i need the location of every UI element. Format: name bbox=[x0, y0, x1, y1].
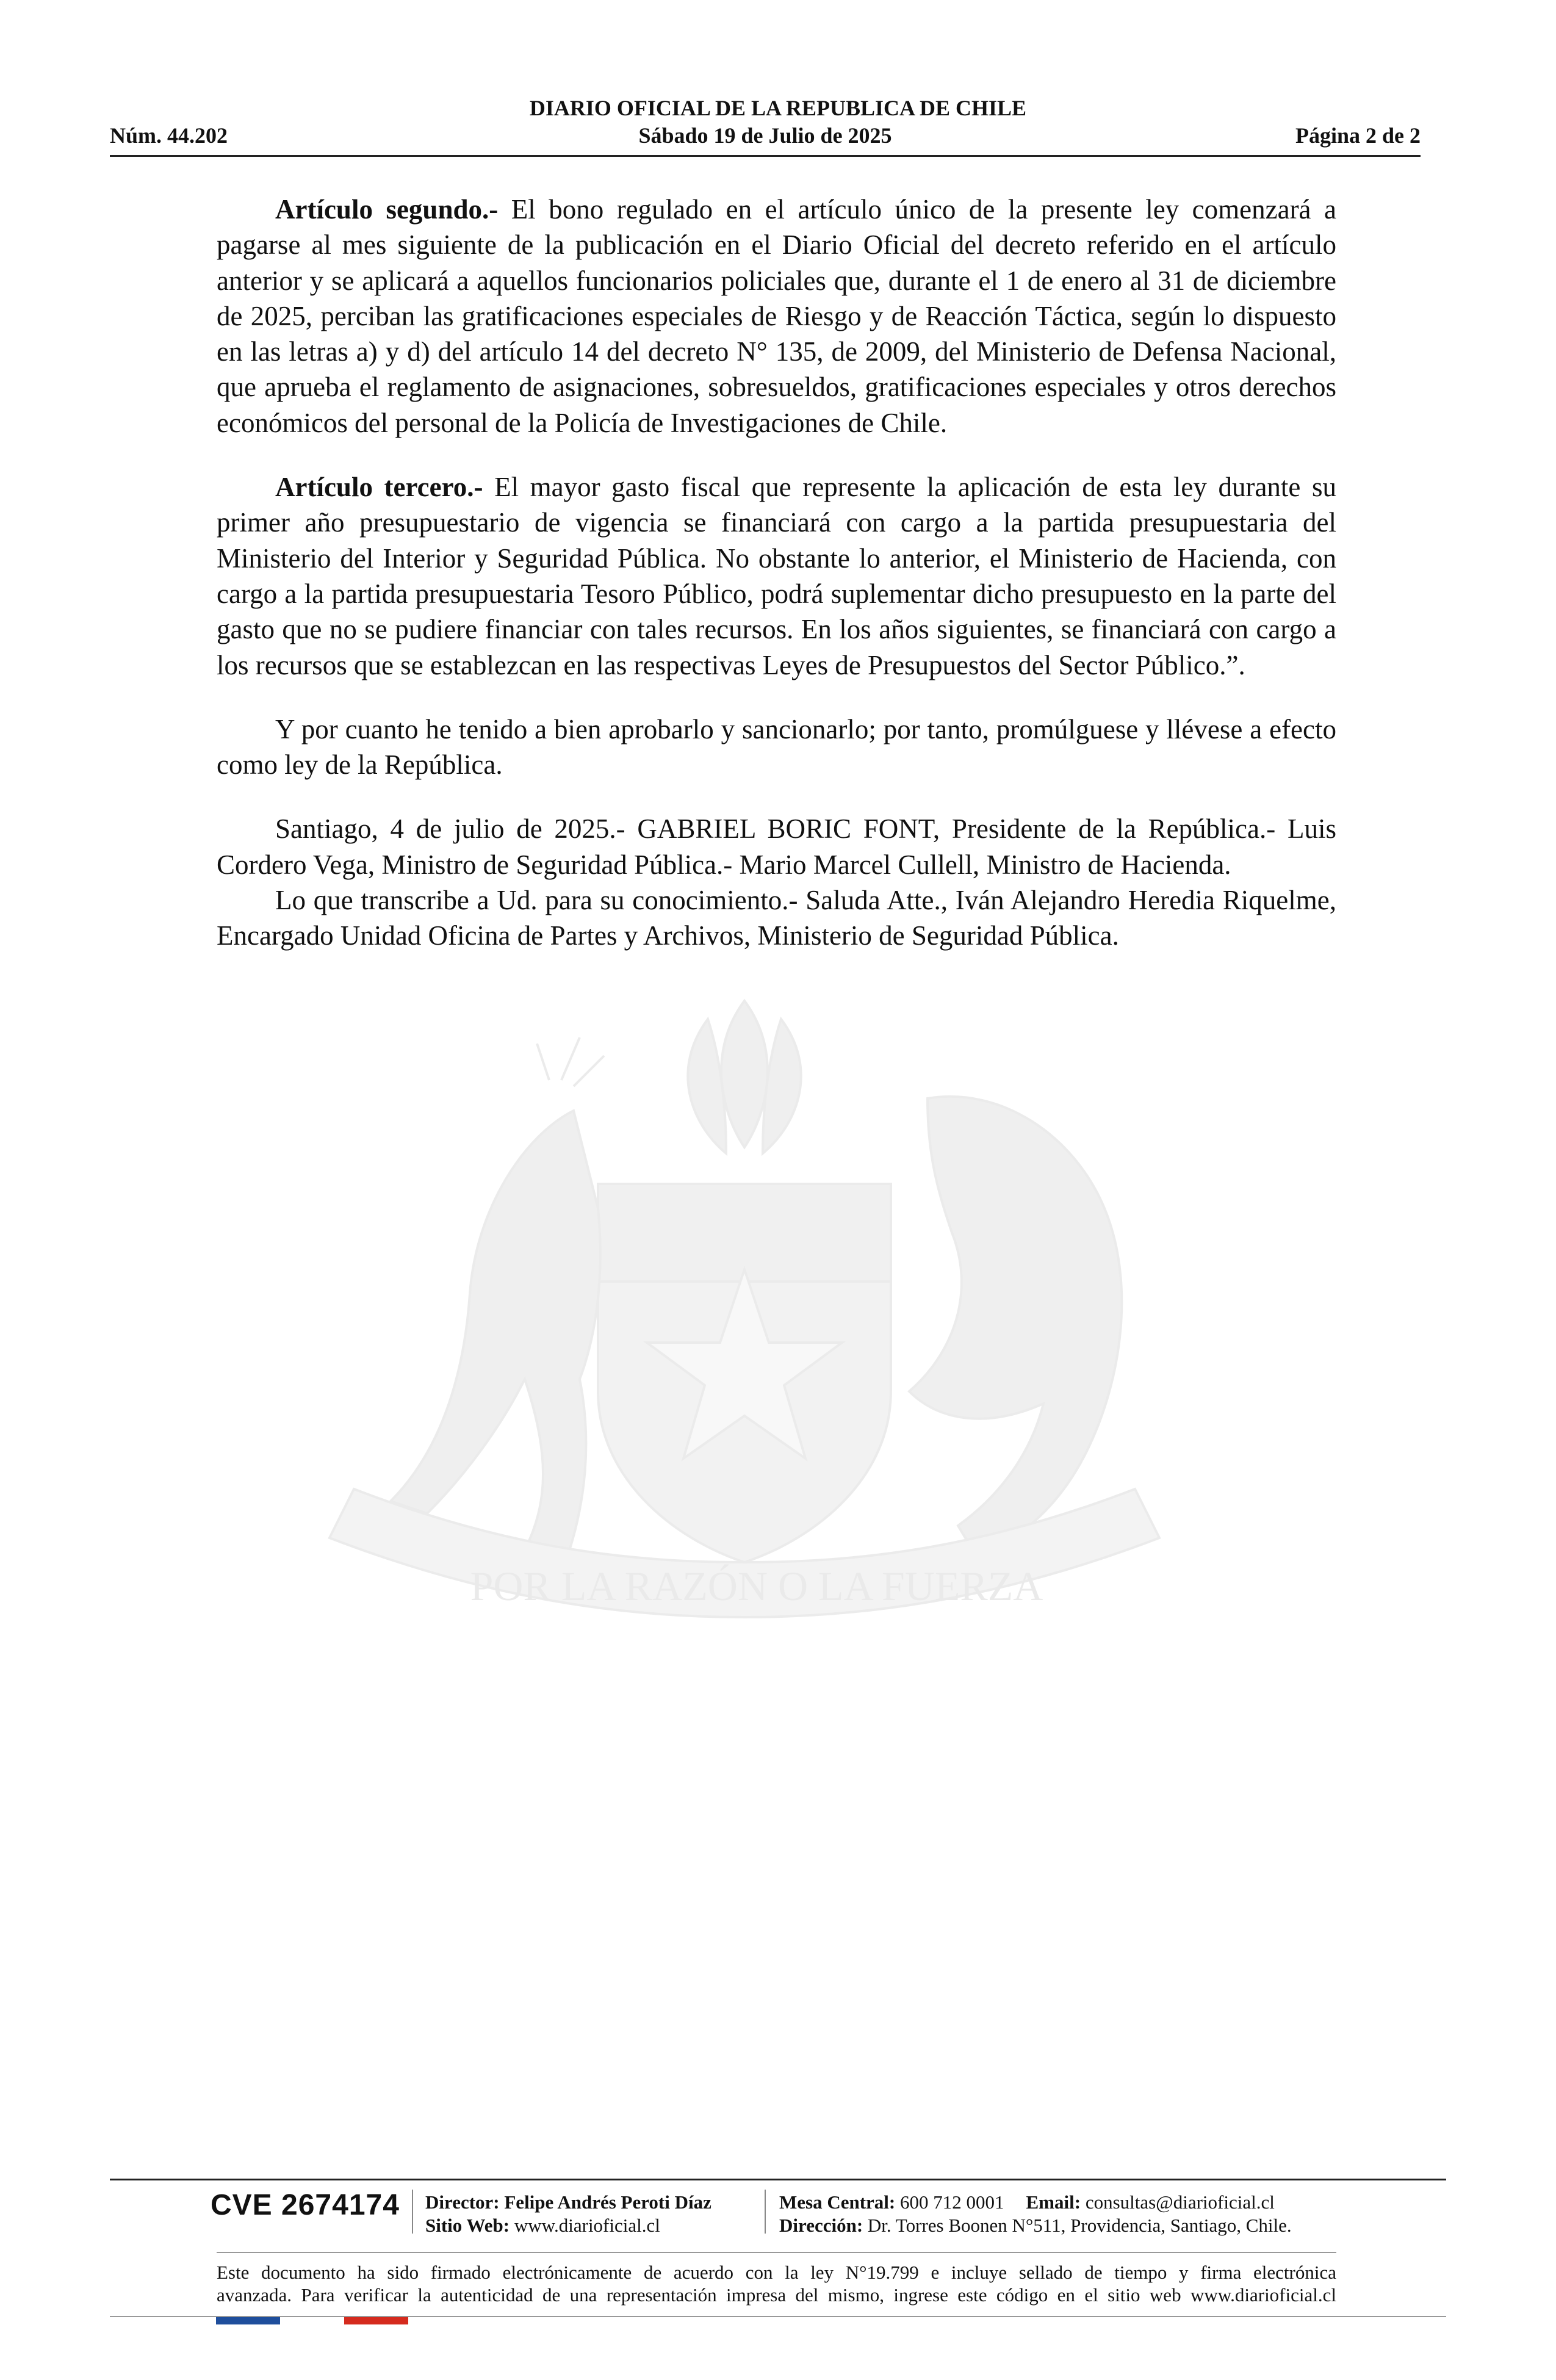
footer-separator bbox=[765, 2190, 766, 2234]
footer-separator bbox=[412, 2190, 413, 2234]
transcription-paragraph: Lo que transcribe a Ud. para su conocimiento.- Saluda Atte., Iván Alejandro Heredia Riquelme, Encargado Unidad Oficina de Partes y Archivos, Ministerio de Seguridad Pública. bbox=[217, 885, 1336, 951]
email-label: Email: bbox=[1026, 2191, 1081, 2213]
issue-date: Sábado 19 de Julio de 2025 bbox=[638, 123, 892, 148]
promulgation-paragraph: Y por cuanto he tenido a bien aprobarlo y sancionarlo; por tanto, promúlguese y llévese a efecto como ley de la República. bbox=[217, 713, 1336, 781]
article-second bbox=[217, 192, 1336, 441]
header-divider bbox=[110, 155, 1421, 157]
mesa-label: Mesa Central: bbox=[779, 2191, 896, 2213]
flag-blue-segment bbox=[216, 2317, 280, 2324]
footer-contact-right bbox=[779, 2191, 1292, 2237]
flag-color-strip bbox=[216, 2317, 408, 2324]
footer-divider-top bbox=[110, 2179, 1446, 2180]
article-second-text: El bono regulado en el artículo único de la presente ley comenzará a pagarse al mes siguiente de la publicación en el Diario Oficial del decreto referido en el artículo anterior y se aplicará a aquellos funcionarios policiales que, durante el 1 de enero al 31 de diciembre de 2025, perciban las gratificaciones especiales de Riesgo y de Reacción Táctica, según lo dispuesto en las letras a) y d) del artículo 14 del decreto N° 135, de 2009, del Ministerio de Defensa Nacional, que aprueba el reglamento de asignaciones, sobresueldos, gratificaciones especiales y otros derechos económicos del personal de la Policía de Investigaciones de Chile. bbox=[217, 194, 1336, 438]
article-third-text: El mayor gasto fiscal que represente la aplicación de esta ley durante su primer año presupuestario de vigencia se financiará con cargo a la partida presupuestaria del Ministerio del Interior y Seguridad Pública. No obstante lo anterior, el Ministerio de Hacienda, con cargo a la partida presupuestaria Tesoro Público, podrá suplementar dicho presupuesto en la parte del gasto que no se pudiere financiar con tales recursos. En los años siguientes, se financiará con cargo a los recursos que se establezcan en las respectivas Leyes de Presupuestos del Sector Público.”. bbox=[217, 472, 1336, 680]
watermark-motto: POR LA RAZÓN O LA FUERZA bbox=[470, 1563, 1043, 1609]
address-label: Dirección: bbox=[779, 2215, 863, 2236]
signatures-paragraph: Santiago, 4 de julio de 2025.- GABRIEL BORIC FONT, Presidente de la República.- Luis Cordero Vega, Ministro de Seguridad Pública.- Mario Marcel Cullell, Ministro de Hacienda. bbox=[217, 813, 1336, 880]
cve-code: CVE 2674174 bbox=[211, 2189, 400, 2221]
newspaper-title: DIARIO OFICIAL DE LA REPUBLICA DE CHILE bbox=[529, 96, 1027, 120]
legal-notice-line-2: avanzada. Para verificar la autenticidad de una representación impresa del mismo, ingrese este código en el sitio web www.diarioficial.cl bbox=[217, 2284, 1336, 2306]
mesa-value: 600 712 0001 bbox=[895, 2191, 1004, 2213]
flag-red-segment bbox=[344, 2317, 408, 2324]
header-row bbox=[110, 123, 1421, 151]
chile-coat-of-arms-icon bbox=[207, 952, 1306, 1672]
footer-divider-mid bbox=[217, 2252, 1336, 2253]
article-second-heading: Artículo segundo.- bbox=[275, 194, 499, 225]
article-third-heading: Artículo tercero.- bbox=[275, 472, 483, 503]
article-third bbox=[217, 469, 1336, 683]
email-value: consultas@diarioficial.cl bbox=[1081, 2191, 1275, 2213]
web-value: www.diarioficial.cl bbox=[510, 2215, 660, 2236]
director-label: Director: bbox=[425, 2191, 500, 2213]
address-value: Dr. Torres Boonen N°511, Providencia, Santiago, Chile. bbox=[863, 2215, 1292, 2236]
page-indicator: Página 2 de 2 bbox=[1295, 123, 1421, 148]
web-label: Sitio Web: bbox=[425, 2215, 510, 2236]
director-value: Felipe Andrés Peroti Díaz bbox=[499, 2191, 711, 2213]
footer-contact-left bbox=[425, 2191, 711, 2237]
document-body bbox=[217, 192, 1336, 954]
flag-white-segment bbox=[280, 2317, 344, 2324]
issue-number: Núm. 44.202 bbox=[110, 123, 228, 148]
legal-notice-line-1: Este documento ha sido firmado electrónicamente de acuerdo con la ley N°19.799 e incluye sellado de tiempo y firma electrónica bbox=[217, 2262, 1336, 2283]
